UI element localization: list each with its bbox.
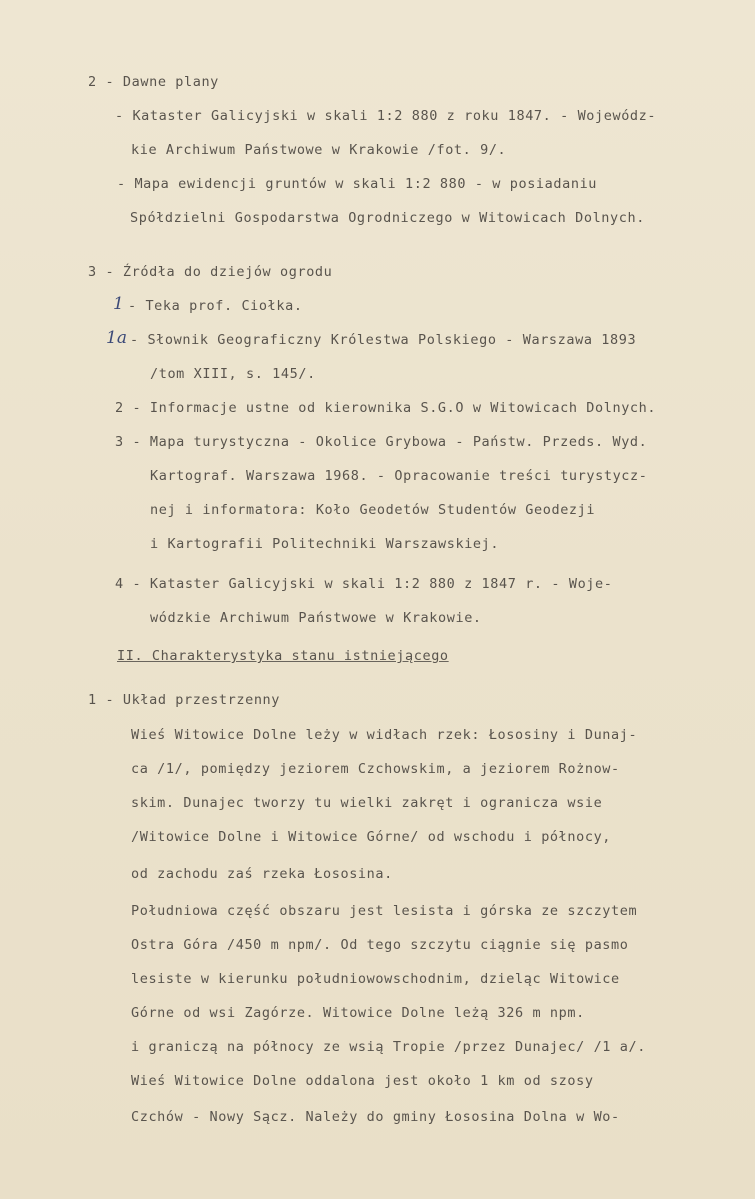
text-line: Spółdzielni Gospodarstwa Ogrodniczego w Witowicach Dolnych. [130,210,645,226]
text-line: - Słownik Geograficzny Królestwa Polskiego - Warszawa 1893 [130,332,637,348]
text-line: od zachodu zaś rzeka Łososina. [131,866,393,882]
text-line: skim. Dunajec tworzy tu wielki zakręt i ogranicza wsie [131,795,603,811]
text-line: /tom XIII, s. 145/. [150,366,316,382]
text-line: 3 - Mapa turystyczna - Okolice Grybowa - Państw. Przeds. Wyd. [115,434,648,450]
text-line: Wieś Witowice Dolne leży w widłach rzek: Łososiny i Dunaj- [131,727,638,743]
text-line: kie Archiwum Państwowe w Krakowie /fot. 9/. [131,142,507,158]
text-line: Kartograf. Warszawa 1968. - Opracowanie treści turystycz- [150,468,648,484]
text-line: i graniczą na północy ze wsią Tropie /przez Dunajec/ /1 a/. [131,1039,646,1055]
text-line: - Kataster Galicyjski w skali 1:2 880 z roku 1847. - Wojewódz- [115,108,657,124]
text-line: wódzkie Archiwum Państwowe w Krakowie. [150,610,482,626]
text-line: Południowa część obszaru jest lesista i górska ze szczytem [131,903,638,919]
subsection-heading: 1 - Układ przestrzenny [88,692,281,708]
text-line: nej i informatora: Koło Geodetów Studentów Geodezji [150,502,596,518]
handwritten-number: 1a [106,328,127,348]
text-line: Górne od wsi Zagórze. Witowice Dolne leżą 326 m npm. [131,1005,585,1021]
text-line: Wieś Witowice Dolne oddalona jest około 1 km od szosy [131,1073,594,1089]
handwritten-number: 1 [113,294,124,314]
section-heading: 3 - Źródła do dziejów ogrodu [88,264,333,280]
section-heading [88,74,219,90]
part-heading: II. Charakterystyka stanu istniejącego [117,648,449,664]
text-line: /Witowice Dolne i Witowice Górne/ od wschodu i północy, [131,829,612,845]
text-line: - Teka prof. Ciołka. [128,298,303,314]
text-line: 2 - Informacje ustne od kierownika S.G.O w Witowicach Dolnych. [115,400,657,416]
section-heading-text: 2 - Dawne plany [88,74,219,90]
text-line: ca /1/, pomiędzy jeziorem Czchowskim, a jeziorem Rożnow- [131,761,620,777]
text-line: Ostra Góra /450 m npm/. Od tego szczytu ciągnie się pasmo [131,937,629,953]
text-line: Czchów - Nowy Sącz. Należy do gminy Łososina Dolna w Wo- [131,1109,620,1125]
text-line: 4 - Kataster Galicyjski w skali 1:2 880 z 1847 r. - Woje- [115,576,613,592]
text-line: lesiste w kierunku południowowschodnim, dzieląc Witowice [131,971,620,987]
text-line: i Kartografii Politechniki Warszawskiej. [150,536,500,552]
text-line: - Mapa ewidencji gruntów w skali 1:2 880 - w posiadaniu [117,176,598,192]
